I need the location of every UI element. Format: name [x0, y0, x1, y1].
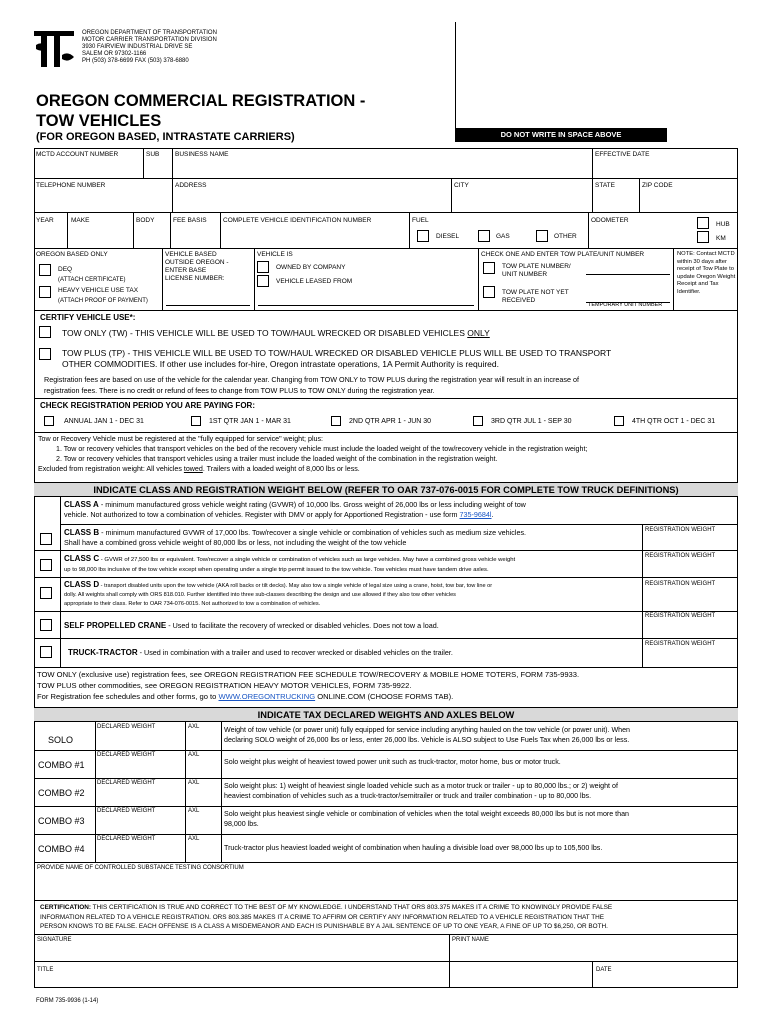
owned-checkbox[interactable] [257, 261, 269, 273]
make-label: MAKE [71, 217, 90, 224]
axl-label: AXL [188, 808, 200, 814]
sub-label: SUB [146, 151, 160, 158]
tax-heading: INDICATE TAX DECLARED WEIGHTS AND AXLES BELOW [34, 707, 738, 722]
note-text: NOTE: Contact MCTD within 30 days after receipt of Tow Plate to update Oregon Weight Receipt and Tax Identifier. [677, 251, 736, 295]
date-label: DATE [596, 967, 612, 973]
diesel-checkbox[interactable] [417, 230, 429, 242]
q1-label: 1ST QTR JAN 1 - MAR 31 [209, 418, 291, 425]
tow-plate-checkbox[interactable] [483, 262, 495, 274]
body-label: BODY [136, 217, 155, 224]
hvut-checkbox[interactable] [39, 286, 51, 298]
km-label: KM [716, 235, 726, 242]
form-number: FORM 735-9936 (1-14) [36, 998, 99, 1004]
city-label: CITY [454, 182, 469, 189]
tow-plus-label: TOW PLUS (TP) - THIS VEHICLE WILL BE USED TO TOW/HAUL WRECKED OR DISABLED VEHICLE PLUS WILL BE USED TO TRANSPORT OTHER COMMODITIES. If other use includes for-hire, Oregon intrastate operations, 1A Permit Authority is required. [62, 348, 612, 369]
q3-label: 3RD QTR JUL 1 - SEP 30 [491, 418, 572, 425]
year-label: YEAR [36, 217, 54, 224]
combo4-label: COMBO #4 [38, 844, 85, 854]
hub-label: HUB [716, 221, 730, 228]
mctd-label: MCTD ACCOUNT NUMBER [36, 151, 119, 158]
class-b-text: CLASS B - minimum manufactured GVWR of 17,000 lbs. Tow/recover a single vehicle or combination of vehicles such as medium size vehicles. Shall have a combined gross vehicle weight of 80,000 lbs or less, not including the weight of the tow vehicle [64, 528, 527, 547]
combo1-label: COMBO #1 [38, 760, 85, 770]
fees-note: Registration fees are based on use of the vehicle for the calendar year. Changing from TOW ONLY to TOW PLUS during the registration year will result in an increase of registration fees. There is no credit or refund of fees to change from TOW PLUS to TOW ONLY during the registration year. [44, 375, 579, 395]
combo3-desc: Solo weight plus heaviest single vehicle or combination of vehicles when the total weight exceeds 80,000 lbs but is not more than 98,000 lbs. [224, 810, 629, 828]
deq-label: DEQ [58, 266, 73, 273]
do-not-write-banner: DO NOT WRITE IN SPACE ABOVE [455, 128, 667, 142]
combo4-desc: Truck-tractor plus heaviest loaded weight of combination when hauling a divisible load over 98,000 lbs up to 105,500 lbs. [224, 844, 603, 852]
not-yet-checkbox[interactable] [483, 286, 495, 298]
other-fuel-checkbox[interactable] [536, 230, 548, 242]
km-checkbox[interactable] [697, 231, 709, 243]
mctd-field[interactable] [35, 160, 142, 177]
class-c-text: CLASS C - GVWR of 27,500 lbs or equivalent. Tow/recover a single vehicle or combination of vehicles such as large vehicles. May have a combined gross vehicle weight up to 98,000 lbs inclusive of the tow vehicle except when operating under a single trip permit issued to the tow vehicle. Tow vehicles must have tandem drive axles. [64, 554, 516, 573]
effective-label: EFFECTIVE DATE [595, 151, 650, 158]
temp-unit-label: TEMPORARY UNIT NUMBER [588, 302, 663, 308]
axl-label: AXL [188, 836, 200, 842]
agency-address: OREGON DEPARTMENT OF TRANSPORTATION MOTOR CARRIER TRANSPORTATION DIVISION 3930 FAIRVIEW INDUSTRIAL DRIVE SE SALEM OR 97302-1166 PH (503) 378-6699 FAX (503) 378-6880 [82, 30, 217, 64]
certify-heading: CERTIFY VEHICLE USE*: [40, 313, 136, 322]
class-a-text: CLASS A - minimum manufactured gross vehicle weight rating (GVWR) of 10,000 lbs. Gross weight of 26,000 lbs or less including weight of tow vehicle. Not authorized to tow a combination of vehicles. Register with DMV or apply for Apportioned Registration - use form 735-9684l. [64, 500, 526, 519]
print-name-label: PRINT NAME [452, 937, 489, 943]
consortium-label: PROVIDE NAME OF CONTROLLED SUBSTANCE TESTING CONSORTIUM [37, 865, 244, 871]
leased-checkbox[interactable] [257, 275, 269, 287]
tow-only-label: TOW ONLY (TW) - THIS VEHICLE WILL BE USED TO TOW/HAUL WRECKED OR DISABLED VEHICLES ONLY [62, 328, 490, 338]
annual-label: ANNUAL JAN 1 - DEC 31 [64, 418, 144, 425]
check-plate-label: CHECK ONE AND ENTER TOW PLATE/UNIT NUMBER [481, 251, 645, 258]
gas-checkbox[interactable] [478, 230, 490, 242]
weight-rules: Tow or Recovery Vehicle must be registered at the "fully equipped for service" weight; plus: 1. Tow or recovery vehicles that transport vehicles on the bed of the recovery vehicle must include the loaded weight of the tow/recovery vehicle in the registration weight; 2. Tow or recovery vehicles that transport vehicles using a trailer must include the loaded weight of the combination in the registration weight. Excluded from registration weight: All vehicles towed. Trailers with a loaded weight of 8,000 lbs or less. [38, 435, 588, 473]
tow-only-checkbox[interactable] [39, 326, 51, 338]
solo-label: SOLO [48, 735, 74, 745]
form-subtitle: (FOR OREGON BASED, INTRASTATE CARRIERS) [36, 131, 295, 143]
tow-plus-checkbox[interactable] [39, 348, 51, 360]
attach-proof-label: (ATTACH PROOF OF PAYMENT) [58, 298, 148, 304]
state-label: STATE [595, 182, 615, 189]
signature-label: SIGNATURE [37, 937, 72, 943]
q3-checkbox[interactable] [473, 416, 483, 426]
other-fuel-label: OTHER [554, 233, 577, 240]
combo3-label: COMBO #3 [38, 816, 85, 826]
business-label: BUSINESS NAME [175, 151, 229, 158]
form-title: OREGON COMMERCIAL REGISTRATION - TOW VEHICLES [36, 92, 366, 130]
q4-label: 4TH QTR OCT 1 - DEC 31 [632, 418, 716, 425]
address-field[interactable] [173, 192, 450, 211]
phone-label: TELEPHONE NUMBER [36, 182, 106, 189]
hvut-label: HEAVY VEHICLE USE TAX [58, 287, 139, 294]
axl-label: AXL [188, 724, 200, 730]
declared-weight-label: DECLARED WEIGHT [97, 724, 156, 730]
fuel-label: FUEL [412, 217, 429, 224]
title-label: TITLE [37, 967, 54, 973]
solo-desc: Weight of tow vehicle (or power unit) fully equipped for service including anything hauled on the tow vehicle (or power unit). When declaring SOLO weight of 26,000 lbs or less, enter 26,000 lbs. Vehicle is ALSO subject to Use Fuels Tax when 26,000 lbs or less. [224, 726, 631, 744]
hub-checkbox[interactable] [697, 217, 709, 229]
axl-label: AXL [188, 780, 200, 786]
leased-label: VEHICLE LEASED FROM [276, 278, 353, 285]
combo1-desc: Solo weight plus weight of heaviest towed power unit such as truck-tractor, motor home, bus or motor truck. [224, 758, 561, 766]
q4-checkbox[interactable] [614, 416, 624, 426]
combo2-desc: Solo weight plus: 1) weight of heaviest single loaded vehicle such as a motor truck or trailer - up to 80,000 lbs.; or 2) weight of heaviest combination of vehicles such as a truck-tractor/semitrailer or truck and trailer combination - up to 80,000 lbs. [224, 782, 618, 800]
crane-checkbox[interactable] [40, 619, 52, 631]
class-heading: INDICATE CLASS AND REGISTRATION WEIGHT BELOW (REFER TO OAR 737-076-0015 FOR COMPLETE TOW TRUCK DEFINITIONS) [34, 482, 738, 497]
crane-text: SELF PROPELLED CRANE - Used to facilitate the recovery of wrecked or disabled vehicles. Does not tow a load. [64, 621, 439, 630]
class-d-text: CLASS D - transport disabled units upon the tow vehicle (AKA roll backs or tilt decks). May also tow a single vehicle of legal size using a crane, hoist, tow bar, tow line or dolly. All weights shall comply with ORS 818.010. Further identified into three sub-classes describing the design and use allowed if they also tow other vehicles appropriate to their class. Refer to OAR 734-076-0015. Not authorized to tow a combination of vehicles. [64, 580, 493, 607]
class-d-checkbox[interactable] [40, 587, 52, 599]
q1-checkbox[interactable] [191, 416, 201, 426]
reg-weight-d-label: REGISTRATION WEIGHT [645, 581, 716, 587]
attach-certificate-label: (ATTACH CERTIFICATE) [58, 277, 126, 283]
combo2-label: COMBO #2 [38, 788, 85, 798]
gas-label: GAS [496, 233, 510, 240]
address-label: ADDRESS [175, 182, 207, 189]
odometer-label: ODOMETER [591, 217, 629, 224]
annual-checkbox[interactable] [44, 416, 54, 426]
owned-label: OWNED BY COMPANY [276, 264, 346, 271]
q2-checkbox[interactable] [331, 416, 341, 426]
declared-weight-label: DECLARED WEIGHT [97, 836, 156, 842]
vin-label: COMPLETE VEHICLE IDENTIFICATION NUMBER [223, 217, 372, 224]
certification-text: CERTIFICATION: THIS CERTIFICATION IS TRUE AND CORRECT TO THE BEST OF MY KNOWLEDGE. I UNDERSTAND THAT ORS 803.375 MAKES IT A CRIME TO KNOWINGLY PROVIDE FALSE INFORMATION RELATED TO A VEHICLE REGISTRATION. ORS 803.385 MAKES IT A CRIME TO AFFIRM OR CERTIFY ANY INFORMATION RELATED TO A VEHICLE REGISTRATION THAT THE PERSON KNOWS TO BE FALSE. EACH OFFENSE IS A CLASS A MISDEMEANOR AND EACH IS PUNISHABLE BY A JAIL SENTENCE OF UP TO ONE YEAR, A FINE OF UP TO $6,250, OR BOTH. [40, 904, 613, 930]
reg-weight-tt-label: REGISTRATION WEIGHT [645, 641, 716, 647]
consortium-field[interactable] [36, 874, 736, 898]
class-c-checkbox[interactable] [40, 559, 52, 571]
diesel-label: DIESEL [436, 233, 460, 240]
declared-weight-label: DECLARED WEIGHT [97, 752, 156, 758]
vehicle-based-label: VEHICLE BASED OUTSIDE OREGON - ENTER BASE LICENSE NUMBER: [165, 251, 229, 282]
truck-tractor-text: TRUCK-TRACTOR - Used in combination with a trailer and used to recover wrecked or disabled vehicles on the trailer. [68, 648, 453, 657]
fee-schedule-text: TOW ONLY (exclusive use) registration fees, see OREGON REGISTRATION FEE SCHEDULE TOW/RECOVERY & MOBILE HOME TOTERS, FORM 735-9933. TOW PLUS other commodities, see OREGON REGISTRATION HEAVY MOTOR VEHICLES, FORM 735-9922. For Registration fee schedules and other forms, go to WWW.OREGONTRUCKING ONLINE.COM (CHOOSE FORMS TAB). [37, 670, 580, 701]
reg-weight-c-label: REGISTRATION WEIGHT [645, 553, 716, 559]
oregon-trucking-link[interactable]: WWW.OREGONTRUCKING [218, 692, 316, 701]
fee-basis-label: FEE BASIS [173, 217, 207, 224]
zip-label: ZIP CODE [642, 182, 673, 189]
declared-weight-label: DECLARED WEIGHT [97, 780, 156, 786]
oregon-based-label: OREGON BASED ONLY [36, 251, 108, 258]
period-heading: CHECK REGISTRATION PERIOD YOU ARE PAYING FOR: [40, 401, 255, 410]
class-b-checkbox[interactable] [40, 533, 52, 545]
declared-weight-label: DECLARED WEIGHT [97, 808, 156, 814]
q2-label: 2ND QTR APR 1 - JUN 30 [349, 418, 432, 425]
tow-plate-label: TOW PLATE NUMBER/ UNIT NUMBER [502, 263, 571, 278]
signature-field[interactable] [36, 946, 446, 960]
reg-weight-crane-label: REGISTRATION WEIGHT [645, 613, 716, 619]
odot-logo-icon [32, 27, 76, 71]
vehicle-is-label: VEHICLE IS [257, 251, 293, 258]
truck-tractor-checkbox[interactable] [40, 646, 52, 658]
axl-label: AXL [188, 752, 200, 758]
not-yet-label: TOW PLATE NOT YET RECEIVED [502, 289, 569, 304]
deq-checkbox[interactable] [39, 264, 51, 276]
form-link[interactable]: 735-9684l [459, 510, 492, 519]
business-field[interactable] [173, 160, 591, 177]
reg-weight-b-label: REGISTRATION WEIGHT [645, 527, 716, 533]
